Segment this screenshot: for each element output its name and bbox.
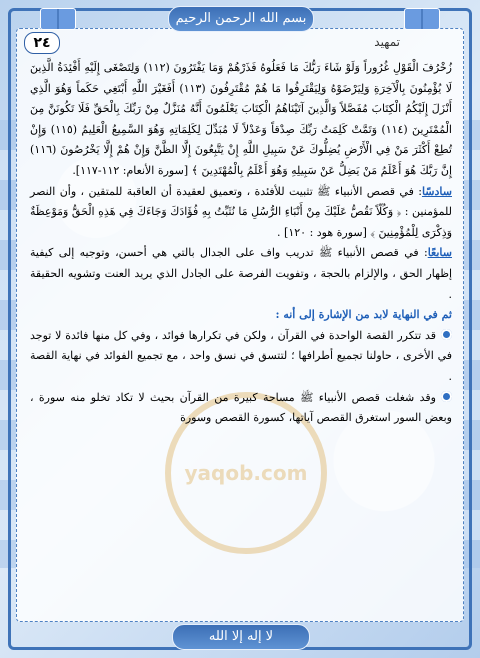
point-six-text: : في قصص الأنبياء ﷺ تثبيت للأفئدة ، وتعميق لعقيدة أن العاقبة للمتقين ، وأن النصر للمؤمنين : ﴿ وَكُلّاً نَقُصُّ عَلَيْكَ مِنْ أَنْبَاءِ الرُّسُلِ مَا نُثَبِّتُ بِهِ فُؤَادَكَ وَجَاءَكَ فِي هَذِهِ الْحَقُّ وَمَوْعِظَةٌ وَذِكْرَى لِلْمُؤْمِنِينَ ﴾ [سورة هود : ١٢٠] . [30,184,452,239]
quran-book-icon [40,8,76,30]
shahada-banner: لا إله إلا الله [172,624,310,650]
bullet-text: قد تتكرر القصة الواحدة في القرآن ، ولكن في تكرارها فوائد ، وفي كل منها فائدة لا توجد في الأخرى ، حاولنا تجميع أطرافها ؛ لتتسق في نسق واحد ، مع تجميع الفوائد في نهاية القصة . [30,328,452,383]
site-watermark: yaqob.com [165,392,327,554]
bullet-item [30,326,452,388]
basmala-banner: بسم الله الرحمن الرحيم [168,6,314,32]
bullet-icon [441,329,452,340]
page-content [30,58,452,429]
quran-book-icon [404,8,440,30]
point-six-heading: سادسًا [421,184,452,198]
bullet-item [30,388,452,429]
bullet-text: وقد شغلت قصص الأنبياء ﷺ مساحة كبيرة من القرآن بحيث لا تكاد تخلو منه سورة ، وبعض السور استغرق القصص آياتها، كسورة القصص وسورة [30,390,452,425]
point-six [30,182,452,244]
point-seven [30,243,452,305]
quran-passage: زُخْرُفَ الْقَوْلِ غُرُوراً وَلَوْ شَاءَ رَبُّكَ مَا فَعَلُوهُ فَذَرْهُمْ وَمَا يَفْتَرُونَ (١١٢) وَلِتَصْغَى إِلَيْهِ أَفْئِدَةُ الَّذِينَ لَا يُؤْمِنُونَ بِالْآخِرَةِ وَلِيَرْضَوْهُ وَلِيَقْتَرِفُوا مَا هُمْ مُقْتَرِفُونَ (١١٣) أَفَغَيْرَ اللَّهِ أَبْتَغِي حَكَماً وَهُوَ الَّذِي أَنْزَلَ إِلَيْكُمُ الْكِتَابَ مُفَصَّلاً وَالَّذِينَ آتَيْنَاهُمُ الْكِتَابَ يَعْلَمُونَ أَنَّهُ مُنَزَّلٌ مِنْ رَبِّكَ بِالْحَقِّ فَلَا تَكُونَنَّ مِنَ الْمُمْتَرِينَ (١١٤) وَتَمَّتْ كَلِمَتُ رَبِّكَ صِدْقاً وَعَدْلاً لَا مُبَدِّلَ لِكَلِمَاتِهِ وَهُوَ السَّمِيعُ الْعَلِيمُ (١١٥) وَإِنْ تُطِعْ أَكْثَرَ مَنْ فِي الْأَرْضِ يُضِلُّوكَ عَنْ سَبِيلِ اللَّهِ إِنْ يَتَّبِعُونَ إِلَّا الظَّنَّ وَإِنْ هُمْ إِلَّا يَخْرُصُونَ (١١٦) إِنَّ رَبَّكَ هُوَ أَعْلَمُ مَنْ يَضِلُّ عَنْ سَبِيلِهِ وَهُوَ أَعْلَمُ بِالْمُهْتَدِينَ ﴾ [سورة الأنعام: ١١٢-١١٧]. [30,61,453,177]
point-seven-heading: سابعًا [427,246,452,260]
point-seven-text: : في قصص الأنبياء ﷺ تدريب واف على الجدال بالتي هي أحسن، وتوجيه إلى كيفية إظهار الحق ، والإلزام بالحجة ، وتفويت الفرصة على الجادل الذي يريد العنت وتشويه الحقيقة . [30,246,452,301]
page-number: ٢٤ [24,32,60,54]
conclusion-heading: ثم في النهاية لابد من الإشارة إلى أنه : [275,308,452,322]
section-logo: تمهيد [374,35,400,49]
bullet-icon [441,391,452,402]
